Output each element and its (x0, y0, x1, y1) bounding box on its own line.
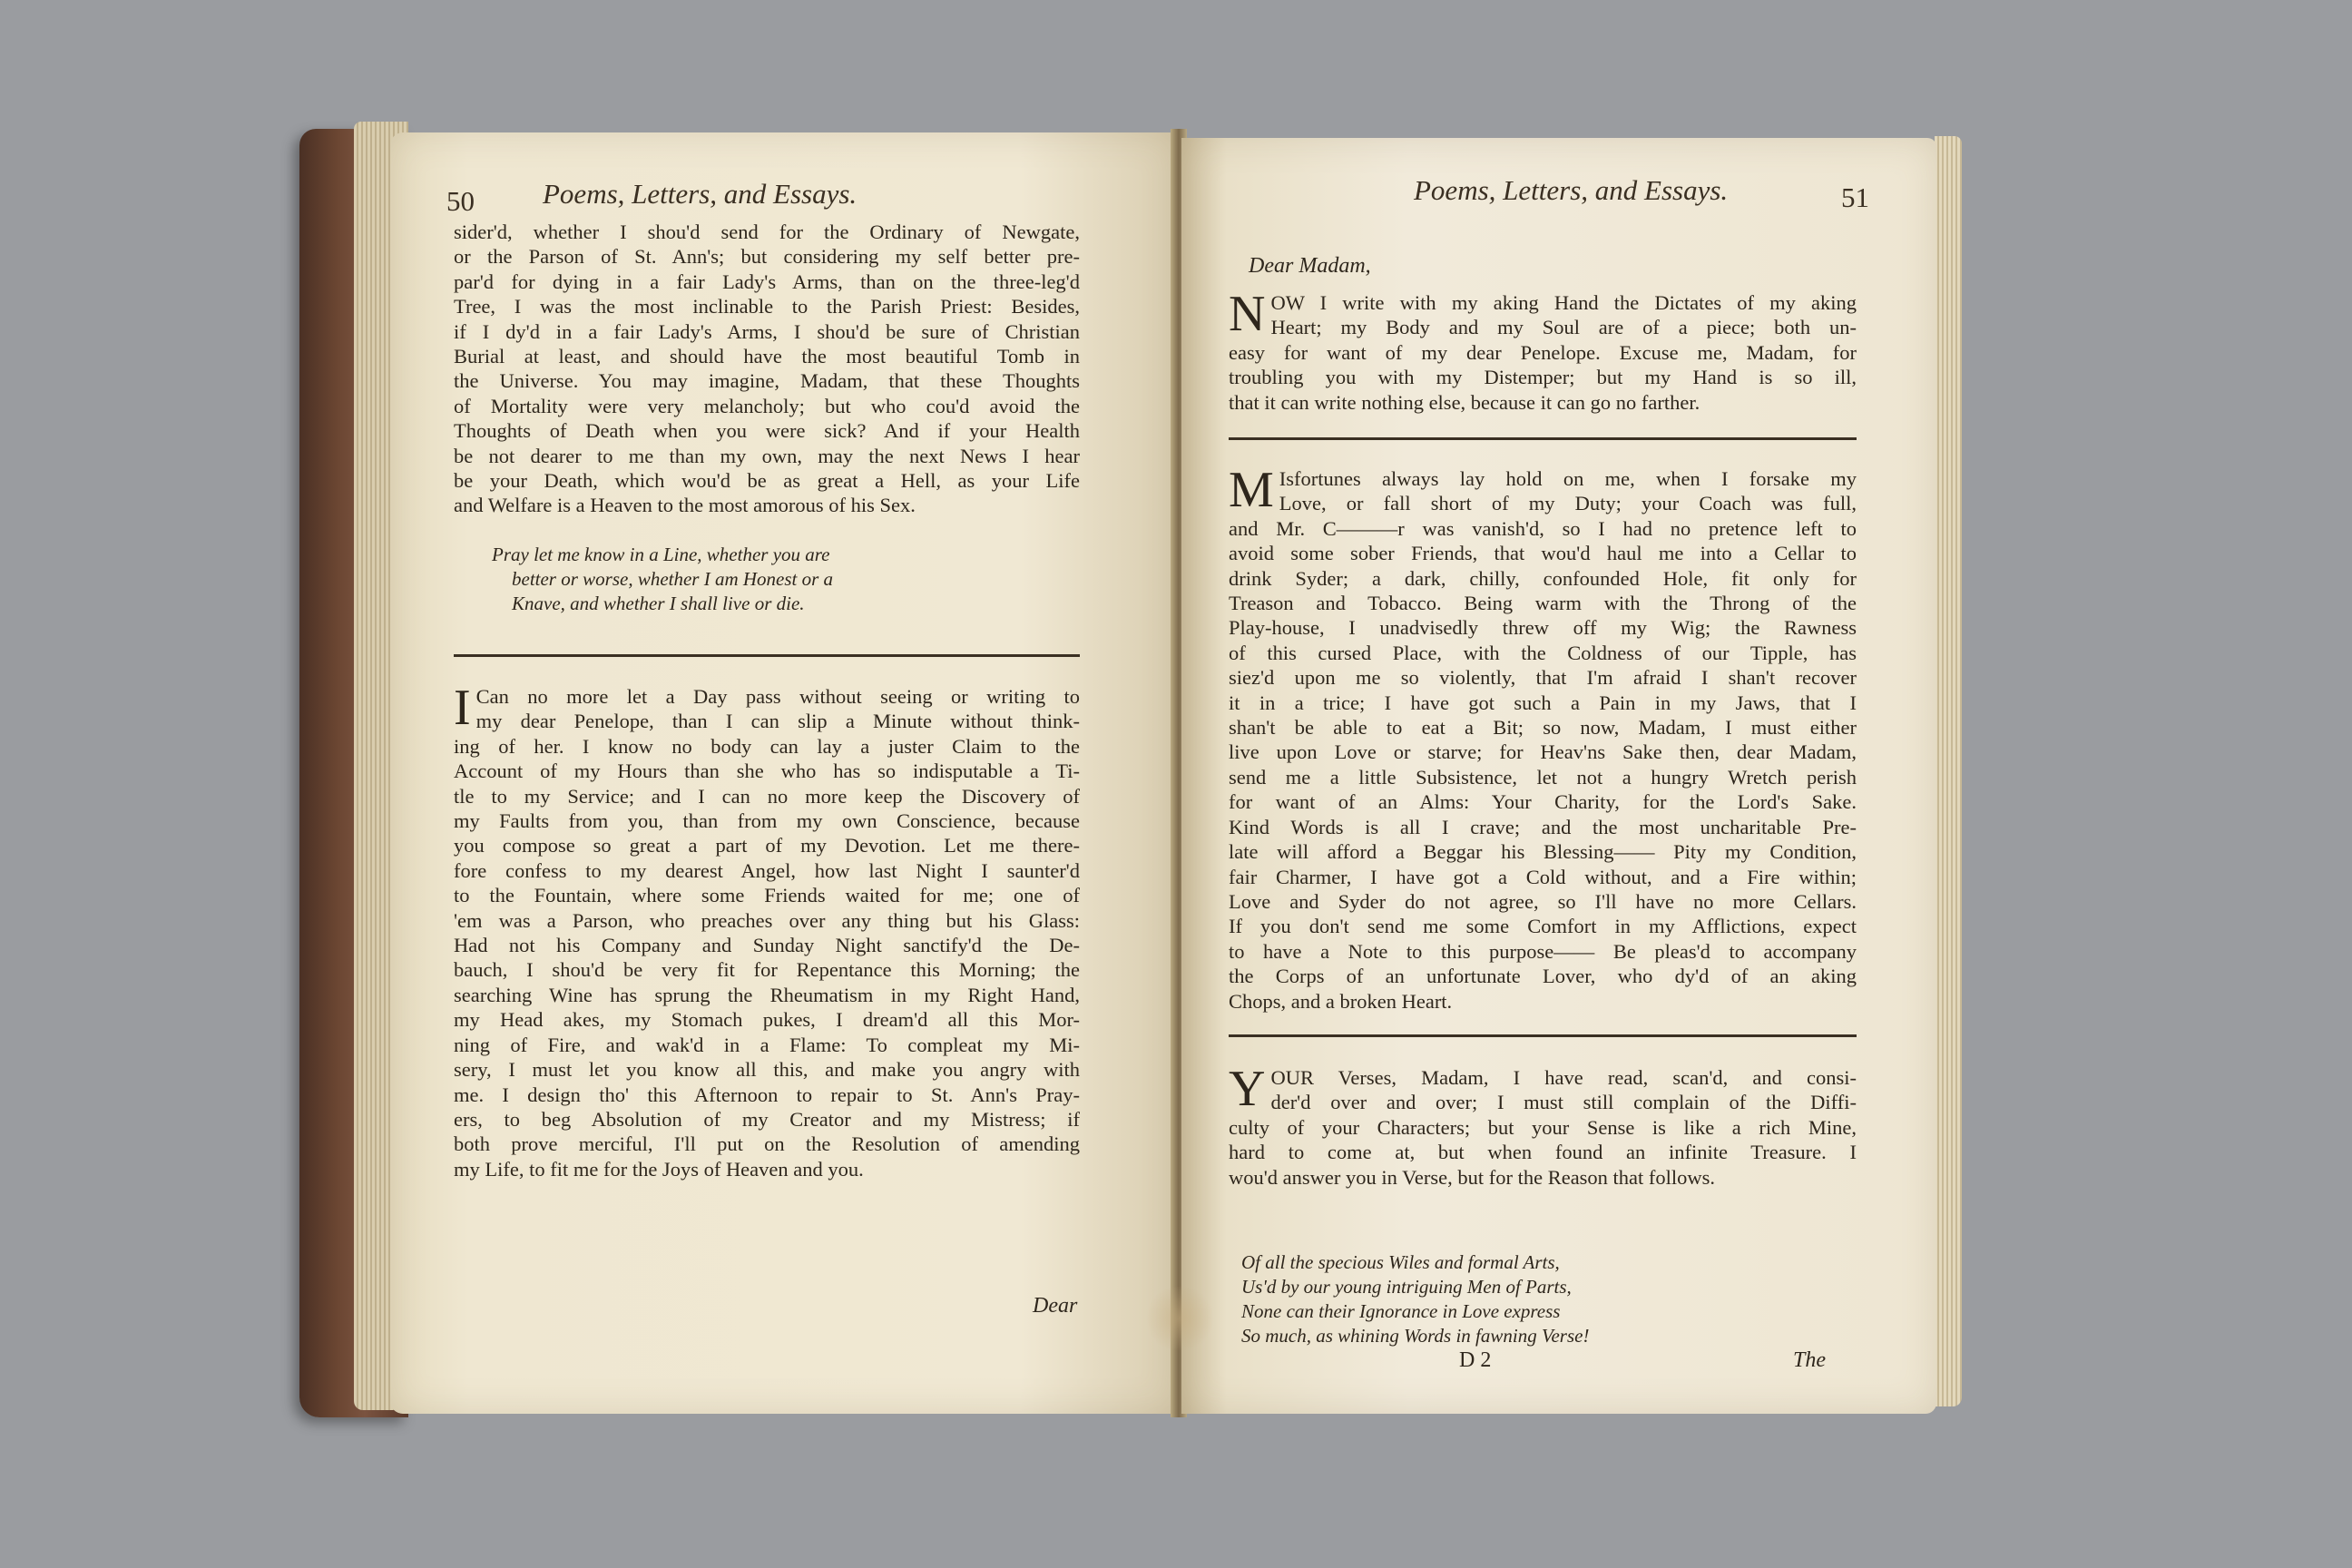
drop-capital: Y (1229, 1061, 1266, 1117)
text-line: be your Death, which wou'd be as great a Hell, as your Life (454, 469, 1080, 493)
text-line: bauch, I shou'd be very fit for Repentance this Morning; the (454, 958, 1080, 982)
text-line: ing of her. I know no body can lay a juster Claim to the (454, 734, 1080, 758)
text-line: of this cursed Place, with the Coldness of our Tipple, has (1229, 641, 1857, 664)
text-line: to have a Note to this purpose—— Be pleas'd to accompany (1229, 939, 1857, 963)
text-line: Had not his Company and Sunday Night sanctify'd the De- (454, 934, 1080, 957)
text-line: Love and Syder do not agree, so I'll have no more Cellars. (1229, 889, 1857, 913)
text-line: Kind Words is all I crave; and the most uncharitable Pre- (1229, 815, 1857, 838)
text-line: 'em was a Parson, who preaches over any thing but his Glass: (454, 908, 1080, 932)
text-line: me. I design tho' this Afternoon to repair to St. Ann's Pray- (454, 1083, 1080, 1106)
text-line: my Head akes, my Stomach pukes, I dream'd all this Mor- (454, 1008, 1080, 1032)
right-poem (1241, 1250, 1589, 1348)
verse-line: Of all the specious Wiles and formal Arts, (1241, 1251, 1560, 1273)
text-line: my dear Penelope, than I can slip a Minute without think- (475, 710, 1080, 733)
salutation: Dear Madam, (1249, 254, 1371, 278)
right-letter-1 (1229, 286, 1857, 415)
text-line: fore confess to my dearest Angel, how last Night I saunter'd (454, 858, 1080, 882)
left-verse (492, 543, 833, 616)
text-line: easy for want of my dear Penelope. Excuse me, Madam, for (1229, 340, 1857, 364)
text-line: you compose so great a part of my Devotion. Let me there- (454, 834, 1080, 858)
drop-capital: M (1229, 462, 1274, 518)
text-line: Play-house, I unadvisedly threw off my Wig; the Rawness (1229, 616, 1857, 640)
text-line: fair Charmer, I have got a Cold without, and a Fire within; (1229, 865, 1857, 888)
left-paragraph-1 (454, 220, 1080, 518)
signature-mark: D 2 (1459, 1348, 1492, 1372)
text-line: drink Syder; a dark, chilly, confounded Hole, fit only for (1229, 566, 1857, 590)
text-line: avoid some sober Friends, that wou'd haul me into a Cellar to (1229, 542, 1857, 565)
section-rule (1229, 1034, 1857, 1037)
text-line: for want of an Alms: Your Charity, for the Lord's Sake. (1229, 790, 1857, 814)
running-head-right (1414, 174, 1728, 207)
text-line: Thoughts of Death when you were sick? And if your Health (454, 419, 1080, 443)
text-line: sider'd, whether I shou'd send for the Ordinary of Newgate, (454, 220, 1080, 243)
text-line: my Faults from you, than from my own Conscience, because (454, 809, 1080, 833)
text-line: der'd over and over; I must still complain of the Diffi- (1270, 1091, 1857, 1114)
right-page (1181, 138, 1936, 1414)
text-line: Account of my Hours than she who has so indisputable a Ti- (454, 760, 1080, 783)
verse-line: better or worse, whether I am Honest or a (512, 568, 834, 590)
text-line: If you don't send me some Comfort in my Afflictions, expect (1229, 915, 1857, 938)
text-line: shan't be able to eat a Bit; so now, Madam, I must either (1229, 716, 1857, 740)
right-letter-3 (1229, 1061, 1857, 1190)
text-line: ers, to beg Absolution of my Creator and my Mistress; if (454, 1107, 1080, 1131)
running-head-left (543, 178, 857, 211)
page-number-left: 50 (446, 185, 475, 217)
text-line: sery, I must let you know all this, and make you angry with (454, 1058, 1080, 1082)
running-head-text: Poems, Letters, and Essays. (543, 178, 858, 210)
text-line: it in a trice; I have got such a Pain in my Jaws, that I (1229, 691, 1857, 714)
text-line: that it can write nothing else, because it can go no farther. (1229, 390, 1700, 414)
text-line: both prove merciful, I'll put on the Resolution of amending (454, 1132, 1080, 1156)
text-line: of Mortality were very melancholy; but who cou'd avoid the (454, 394, 1080, 417)
text-line: troubling you with my Distemper; but my Hand is so ill, (1229, 366, 1857, 389)
text-line: culty of your Characters; but your Sense is like a rich Mine, (1229, 1115, 1857, 1139)
catchword-left: Dear (1033, 1294, 1078, 1318)
page-number-right: 51 (1841, 181, 1869, 213)
text-line: Heart; my Body and my Soul are of a piece; both un- (1270, 316, 1857, 339)
text-line: Chops, and a broken Heart. (1229, 989, 1453, 1013)
text-line: Love, or fall short of my Duty; your Coach was full, (1279, 492, 1857, 515)
verse-line: Pray let me know in a Line, whether you are (492, 544, 830, 565)
open-book (299, 116, 1962, 1423)
running-head-text: Poems, Letters, and Essays. (1414, 174, 1729, 206)
text-line: ning of Fire, and wak'd in a Flame: To compleat my Mi- (454, 1033, 1080, 1056)
section-rule (1229, 437, 1857, 440)
catchword-right: The (1793, 1348, 1826, 1372)
text-line: OW I write with my aking Hand the Dictates of my aking (1270, 291, 1857, 314)
section-rule (454, 654, 1080, 657)
text-line: and Welfare is a Heaven to the most amorous of his Sex. (454, 494, 916, 517)
text-line: searching Wine has sprung the Rheumatism in my Right Hand, (454, 983, 1080, 1006)
text-line: or the Parson of St. Ann's; but considering my self better pre- (454, 245, 1080, 269)
text-line: the Corps of an unfortunate Lover, who dy'd of an aking (1229, 965, 1857, 988)
verse-line: None can their Ignorance in Love express (1241, 1300, 1561, 1322)
text-line: Burial at least, and should have the most beautiful Tomb in (454, 345, 1080, 368)
drop-capital: N (1229, 286, 1266, 342)
text-line: Isfortunes always lay hold on me, when I forsake my (1279, 467, 1857, 490)
text-line: tle to my Service; and I can no more keep the Discovery of (454, 784, 1080, 808)
verse-line: Knave, and whether I shall live or die. (512, 593, 805, 614)
verse-line: Us'd by our young intriguing Men of Parts, (1241, 1276, 1572, 1298)
text-line: Tree, I was the most inclinable to the Parish Priest: Besides, (454, 295, 1080, 318)
text-line: wou'd answer you in Verse, but for the Reason that follows. (1229, 1165, 1716, 1189)
text-line: OUR Verses, Madam, I have read, scan'd, and consi- (1270, 1066, 1857, 1089)
drop-capital: I (454, 680, 471, 736)
text-line: the Universe. You may imagine, Madam, that these Thoughts (454, 369, 1080, 393)
text-line: to the Fountain, where some Friends waited for me; one of (454, 884, 1080, 907)
text-line: live upon Love or starve; for Heav'ns Sake then, dear Madam, (1229, 740, 1857, 764)
text-line: late will afford a Beggar his Blessing—— Pity my Condition, (1229, 840, 1857, 864)
page-edges-right (1935, 136, 1962, 1406)
left-letter-2 (454, 680, 1080, 1181)
right-letter-2 (1229, 462, 1857, 1014)
text-line: if I dy'd in a fair Lady's Arms, I shou'd be sure of Christian (454, 319, 1080, 343)
text-line: hard to come at, but when found an infinite Treasure. I (1229, 1141, 1857, 1164)
text-line: my Life, to fit me for the Joys of Heaven and you. (454, 1157, 864, 1181)
verse-line: So much, as whining Words in fawning Verse! (1241, 1325, 1590, 1347)
left-page (390, 132, 1178, 1414)
text-line: send me a little Subsistence, let not a hungry Wretch perish (1229, 765, 1857, 789)
paper-stain (1143, 1287, 1216, 1350)
text-line: be not dearer to me than my own, may the next News I hear (454, 444, 1080, 467)
text-line: Can no more let a Day pass without seeing or writing to (475, 685, 1080, 708)
text-line: Treason and Tobacco. Being warm with the Throng of the (1229, 592, 1857, 615)
text-line: siez'd upon me so violently, that I'm afraid I shan't recover (1229, 666, 1857, 690)
text-line: par'd for dying in a fair Lady's Arms, than on the three-leg'd (454, 270, 1080, 293)
text-line: and Mr. C———r was vanish'd, so I had no pretence left to (1229, 516, 1857, 540)
